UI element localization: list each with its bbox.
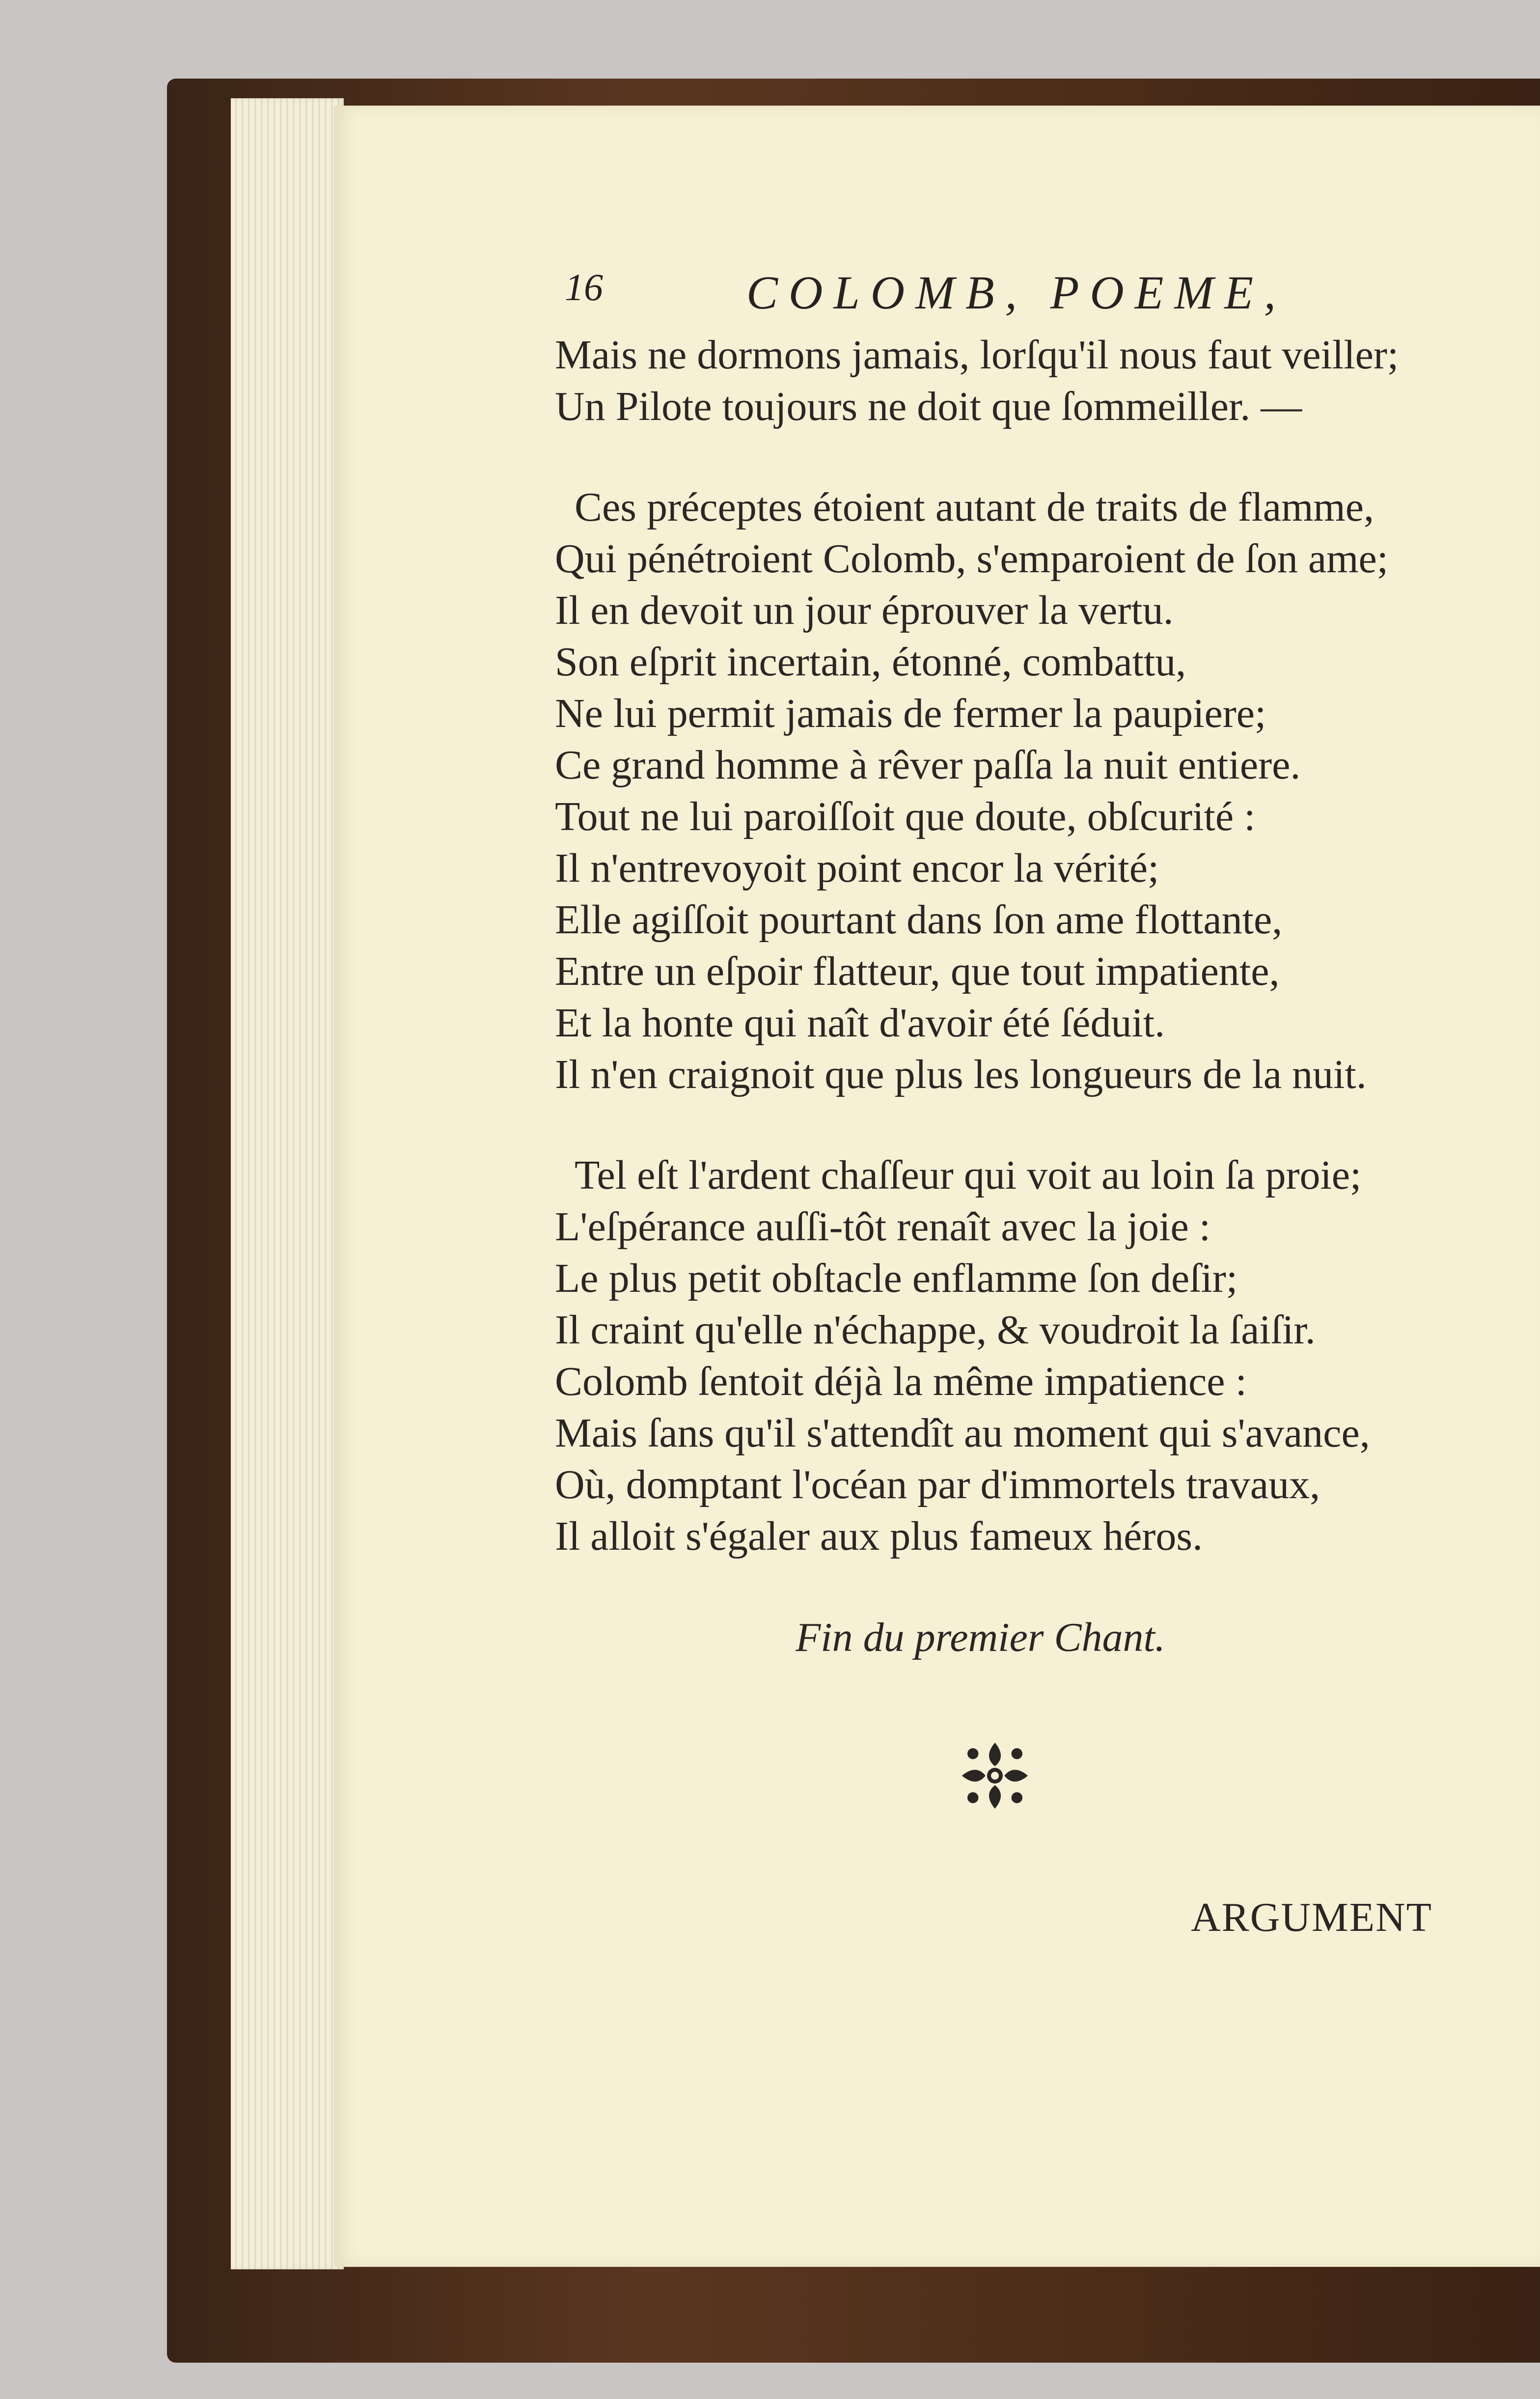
verse-line: Elle agiſſoit pourtant dans ſon ame flottante, — [555, 897, 1283, 943]
verse-line: Mais ne dormons jamais, lorſqu'il nous faut veiller; — [555, 332, 1399, 378]
verse-line: Il n'en craignoit que plus les longueurs de la nuit. — [555, 1052, 1367, 1097]
poem-text — [555, 329, 1488, 1611]
verse-line: Il craint qu'elle n'échappe, & voudroit la ſaiſir. — [555, 1307, 1316, 1353]
verse-line: Tout ne lui paroiſſoit que doute, obſcurité : — [555, 794, 1256, 839]
stanza-2 — [555, 481, 1488, 1100]
verse-line: Il alloit s'égaler aux plus fameux héros. — [555, 1513, 1203, 1559]
verse-line: Ne lui permit jamais de fermer la paupiere; — [555, 691, 1266, 736]
chant-closing: Fin du premier Chant. — [796, 1615, 1165, 1660]
running-head — [550, 265, 1434, 324]
page-number: 16 — [565, 266, 603, 308]
stanza-1 — [555, 329, 1488, 432]
verse-line: Colomb ſentoit déjà la même impatience : — [555, 1359, 1247, 1404]
verse-line: L'eſpérance auſſi-tôt renaît avec la joie : — [555, 1204, 1211, 1250]
verse-line: Il n'entrevoyoit point encor la vérité; — [555, 845, 1159, 891]
verse-line: Ces préceptes étoient autant de traits de flamme, — [575, 484, 1375, 530]
verse-line: Entre un eſpoir flatteur, que tout impatiente, — [555, 948, 1280, 994]
verse-line: Son eſprit incertain, étonné, combattu, — [555, 639, 1186, 685]
stanza-3 — [555, 1149, 1488, 1562]
verse-line: Le plus petit obſtacle enflamme ſon deſir; — [555, 1255, 1238, 1301]
verse-line: Où, domptant l'océan par d'immortels travaux, — [555, 1462, 1320, 1507]
page-edges — [231, 98, 344, 2269]
running-title: COLOMB, POEME, — [746, 266, 1287, 319]
verse-line: Un Pilote toujours ne doit que ſommeiller. — — [555, 384, 1302, 429]
verse-line: Mais ſans qu'il s'attendît au moment qui s'avance, — [555, 1410, 1370, 1456]
verse-line: Il en devoit un jour éprouver la vertu. — [555, 587, 1174, 633]
verse-line: Ce grand homme à rêver paſſa la nuit entiere. — [555, 742, 1301, 788]
catchword: ARGUMENT — [1191, 1895, 1432, 1940]
verse-line: Qui pénétroient Colomb, s'emparoient de ſon ame; — [555, 536, 1389, 582]
verse-line: Et la honte qui naît d'avoir été ſéduit. — [555, 1000, 1165, 1046]
verse-line: Tel eſt l'ardent chaſſeur qui voit au loin ſa proie; — [575, 1152, 1362, 1198]
fleuron-ornament-icon — [956, 1736, 1034, 1815]
